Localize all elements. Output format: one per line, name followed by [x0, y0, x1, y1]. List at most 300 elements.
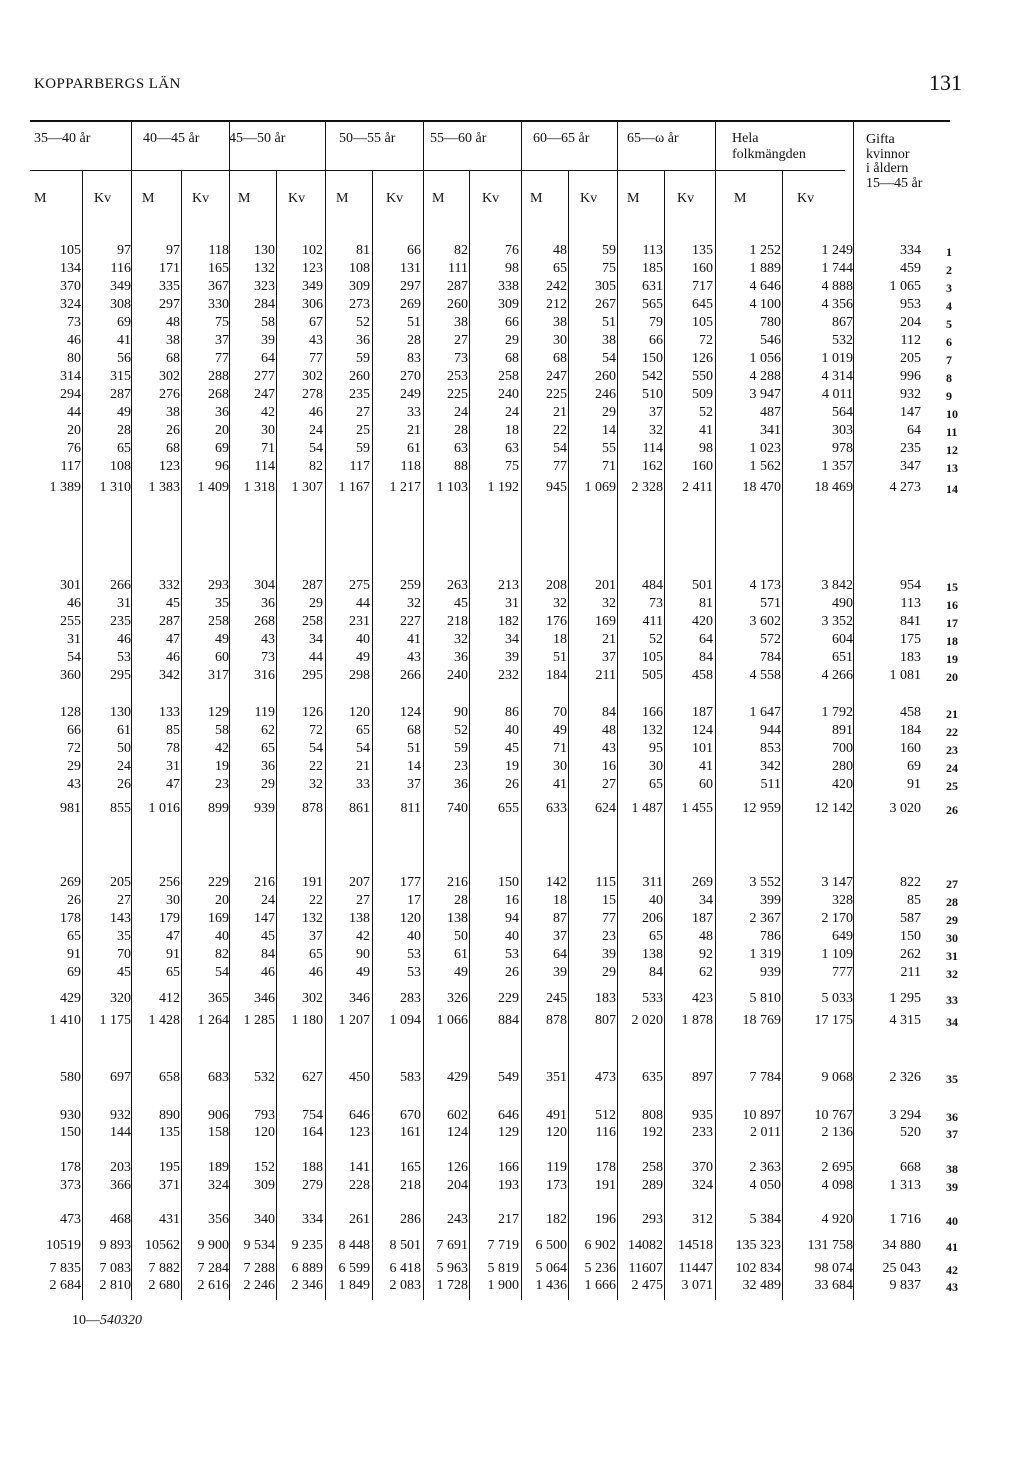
table-cell: 276: [159, 387, 180, 402]
table-cell: 509: [692, 387, 713, 402]
table-cell: 24: [117, 759, 131, 774]
table-cell: 59: [356, 351, 370, 366]
table-cell: 33 684: [814, 1278, 853, 1293]
table-cell: 953: [900, 297, 921, 312]
row-number: 23: [946, 743, 958, 757]
table-cell: 102: [302, 243, 323, 258]
row-number: 29: [946, 913, 958, 927]
table-cell: 370: [60, 279, 81, 294]
table-cell: 105: [642, 650, 663, 665]
table-cell: 284: [254, 297, 275, 312]
table-cell: 740: [447, 801, 468, 816]
table-cell: 32 489: [742, 1278, 781, 1293]
table-cell: 183: [900, 650, 921, 665]
table-cell: 2 346: [291, 1278, 323, 1293]
table-cell: 82: [309, 459, 323, 474]
table-cell: 165: [208, 261, 229, 276]
table-cell: 420: [692, 614, 713, 629]
table-cell: 1 192: [487, 480, 519, 495]
table-cell: 1 728: [436, 1278, 468, 1293]
table-cell: 371: [159, 1178, 180, 1193]
table-cell: 46: [67, 596, 81, 611]
table-cell: 4 050: [749, 1178, 781, 1193]
table-cell: 28: [454, 423, 468, 438]
table-cell: 150: [642, 351, 663, 366]
table-cell: 38: [166, 405, 180, 420]
table-cell: 31: [505, 596, 519, 611]
sub-header-women: Kv: [386, 191, 404, 206]
table-cell: 166: [642, 705, 663, 720]
table-cell: 8 448: [338, 1238, 370, 1253]
table-cell: 242: [546, 279, 567, 294]
table-cell: 150: [498, 875, 519, 890]
table-cell: 4 100: [749, 297, 781, 312]
table-cell: 70: [553, 705, 567, 720]
table-cell: 1 207: [338, 1013, 370, 1028]
table-cell: 30: [553, 333, 567, 348]
row-number: 6: [946, 335, 952, 349]
table-cell: 65: [117, 441, 131, 456]
table-cell: 14: [602, 423, 616, 438]
table-cell: 131: [400, 261, 421, 276]
table-cell: 4 273: [889, 480, 921, 495]
table-cell: 51: [602, 315, 616, 330]
table-cell: 287: [110, 387, 131, 402]
table-cell: 6 889: [291, 1261, 323, 1276]
table-row: [0, 332, 1024, 349]
table-cell: 47: [166, 777, 180, 792]
table-cell: 700: [832, 741, 853, 756]
table-cell: 7 835: [49, 1261, 81, 1276]
table-cell: 150: [60, 1125, 81, 1140]
table-cell: 160: [900, 741, 921, 756]
table-row: [0, 1237, 1024, 1254]
table-cell: 126: [447, 1160, 468, 1175]
table-cell: 45: [166, 596, 180, 611]
table-cell: 90: [356, 947, 370, 962]
table-cell: 1 249: [821, 243, 853, 258]
table-cell: 124: [692, 723, 713, 738]
table-cell: 42: [215, 741, 229, 756]
table-cell: 935: [692, 1108, 713, 1123]
table-cell: 47: [166, 929, 180, 944]
table-row: [0, 1211, 1024, 1228]
table-cell: 38: [454, 315, 468, 330]
table-cell: 3 552: [749, 875, 781, 890]
table-cell: 304: [254, 578, 275, 593]
table-cell: 192: [642, 1125, 663, 1140]
table-cell: 64: [907, 423, 921, 438]
table-cell: 36: [356, 333, 370, 348]
table-cell: 68: [407, 723, 421, 738]
table-row: [0, 892, 1024, 909]
row-number: 16: [946, 598, 958, 612]
sub-header-men: M: [336, 191, 349, 206]
table-cell: 645: [692, 297, 713, 312]
table-row: [0, 314, 1024, 331]
table-cell: 49: [356, 965, 370, 980]
table-cell: 41: [117, 333, 131, 348]
table-cell: 2 475: [631, 1278, 663, 1293]
table-cell: 651: [832, 650, 853, 665]
table-cell: 27: [602, 777, 616, 792]
table-cell: 54: [309, 741, 323, 756]
table-cell: 32: [454, 632, 468, 647]
table-cell: 84: [261, 947, 275, 962]
table-cell: 196: [595, 1212, 616, 1227]
table-cell: 165: [400, 1160, 421, 1175]
table-row: [0, 1260, 1024, 1277]
table-cell: 2 363: [749, 1160, 781, 1175]
table-cell: 135: [159, 1125, 180, 1140]
table-cell: 73: [649, 596, 663, 611]
table-cell: 18: [553, 893, 567, 908]
table-cell: 233: [692, 1125, 713, 1140]
table-cell: 46: [166, 650, 180, 665]
table-cell: 147: [900, 405, 921, 420]
table-cell: 287: [447, 279, 468, 294]
table-cell: 312: [692, 1212, 713, 1227]
table-cell: 164: [302, 1125, 323, 1140]
table-cell: 532: [832, 333, 853, 348]
table-cell: 18 769: [742, 1013, 781, 1028]
table-cell: 88: [454, 459, 468, 474]
table-cell: 954: [900, 578, 921, 593]
table-cell: 10562: [145, 1238, 180, 1253]
table-cell: 5 819: [487, 1261, 519, 1276]
table-cell: 48: [699, 929, 713, 944]
table-cell: 37: [309, 929, 323, 944]
table-cell: 260: [447, 297, 468, 312]
table-cell: 77: [215, 351, 229, 366]
table-cell: 4 558: [749, 668, 781, 683]
table-cell: 29: [309, 596, 323, 611]
table-row: [0, 577, 1024, 594]
table-cell: 64: [699, 632, 713, 647]
age-group-header: 40—45 år: [143, 131, 200, 146]
table-cell: 273: [349, 297, 370, 312]
table-cell: 1 849: [338, 1278, 370, 1293]
table-cell: 204: [900, 315, 921, 330]
table-cell: 54: [309, 441, 323, 456]
table-cell: 64: [261, 351, 275, 366]
table-cell: 1 666: [584, 1278, 616, 1293]
table-cell: 4 356: [821, 297, 853, 312]
table-cell: 2 083: [389, 1278, 421, 1293]
table-cell: 7 288: [243, 1261, 275, 1276]
table-row: [0, 990, 1024, 1007]
table-cell: 841: [900, 614, 921, 629]
table-cell: 316: [254, 668, 275, 683]
row-number: 3: [946, 281, 952, 295]
table-cell: 26: [67, 893, 81, 908]
table-cell: 162: [642, 459, 663, 474]
table-cell: 356: [208, 1212, 229, 1227]
table-cell: 26: [505, 965, 519, 980]
table-cell: 3 294: [889, 1108, 921, 1123]
table-cell: 633: [546, 801, 567, 816]
table-cell: 187: [692, 705, 713, 720]
row-number: 38: [946, 1162, 958, 1176]
table-cell: 4 646: [749, 279, 781, 294]
table-cell: 429: [60, 991, 81, 1006]
row-number: 42: [946, 1263, 958, 1277]
table-cell: 45: [261, 929, 275, 944]
table-cell: 2 810: [99, 1278, 131, 1293]
table-cell: 85: [166, 723, 180, 738]
table-cell: 268: [208, 387, 229, 402]
table-cell: 320: [110, 991, 131, 1006]
table-cell: 105: [692, 315, 713, 330]
table-cell: 96: [215, 459, 229, 474]
table-cell: 269: [60, 875, 81, 890]
table-cell: 295: [110, 668, 131, 683]
table-cell: 22: [553, 423, 567, 438]
table-cell: 269: [692, 875, 713, 890]
table-cell: 332: [159, 578, 180, 593]
table-cell: 1 056: [749, 351, 781, 366]
table-cell: 16: [505, 893, 519, 908]
table-cell: 40: [215, 929, 229, 944]
table-cell: 286: [400, 1212, 421, 1227]
table-cell: 28: [407, 333, 421, 348]
table-cell: 4 888: [821, 279, 853, 294]
table-cell: 229: [208, 875, 229, 890]
table-cell: 473: [60, 1212, 81, 1227]
table-cell: 932: [110, 1108, 131, 1123]
table-cell: 1 019: [821, 351, 853, 366]
table-cell: 108: [349, 261, 370, 276]
row-number: 21: [946, 707, 958, 721]
table-cell: 77: [309, 351, 323, 366]
table-cell: 261: [349, 1212, 370, 1227]
row-number: 2: [946, 263, 952, 277]
table-cell: 2 246: [243, 1278, 275, 1293]
table-cell: 268: [254, 614, 275, 629]
table-cell: 2 020: [631, 1013, 663, 1028]
table-cell: 185: [642, 261, 663, 276]
table-cell: 45: [117, 965, 131, 980]
table-cell: 41: [553, 777, 567, 792]
table-row: [0, 722, 1024, 739]
table-cell: 203: [110, 1160, 131, 1175]
table-cell: 177: [400, 875, 421, 890]
table-cell: 28: [117, 423, 131, 438]
table-cell: 150: [900, 929, 921, 944]
table-cell: 2 680: [148, 1278, 180, 1293]
table-cell: 53: [407, 947, 421, 962]
table-cell: 227: [400, 614, 421, 629]
table-cell: 1 069: [584, 480, 616, 495]
row-number: 19: [946, 652, 958, 666]
table-cell: 39: [261, 333, 275, 348]
table-cell: 1 081: [889, 668, 921, 683]
table-cell: 217: [498, 1212, 519, 1227]
table-cell: 572: [760, 632, 781, 647]
table-cell: 262: [900, 947, 921, 962]
table-row: [0, 1107, 1024, 1124]
row-number: 18: [946, 634, 958, 648]
table-cell: 117: [60, 459, 81, 474]
table-cell: 178: [60, 1160, 81, 1175]
table-cell: 3 947: [749, 387, 781, 402]
table-cell: 40: [356, 632, 370, 647]
row-number: 17: [946, 616, 958, 630]
table-cell: 1 023: [749, 441, 781, 456]
table-cell: 411: [642, 614, 663, 629]
table-cell: 2 367: [749, 911, 781, 926]
table-cell: 173: [546, 1178, 567, 1193]
table-cell: 73: [261, 650, 275, 665]
table-cell: 484: [642, 578, 663, 593]
table-cell: 69: [117, 315, 131, 330]
table-cell: 346: [254, 991, 275, 1006]
table-cell: 187: [692, 911, 713, 926]
table-cell: 35: [215, 596, 229, 611]
table-cell: 306: [302, 297, 323, 312]
table-cell: 341: [760, 423, 781, 438]
table-cell: 114: [642, 441, 663, 456]
table-cell: 235: [349, 387, 370, 402]
table-cell: 65: [553, 261, 567, 276]
table-cell: 58: [215, 723, 229, 738]
table-cell: 225: [447, 387, 468, 402]
table-cell: 328: [832, 893, 853, 908]
table-cell: 26: [117, 777, 131, 792]
table-cell: 169: [208, 911, 229, 926]
age-group-header: 50—55 år: [339, 131, 396, 146]
table-cell: 822: [900, 875, 921, 890]
table-cell: 373: [60, 1178, 81, 1193]
row-number: 4: [946, 299, 952, 313]
table-cell: 649: [832, 929, 853, 944]
table-cell: 14518: [678, 1238, 713, 1253]
table-cell: 7 691: [436, 1238, 468, 1253]
table-row: [0, 776, 1024, 793]
table-cell: 52: [356, 315, 370, 330]
table-cell: 1 318: [243, 480, 275, 495]
row-number: 8: [946, 371, 952, 385]
footer-sheet-mark: [72, 1313, 142, 1329]
row-number: 36: [946, 1110, 958, 1124]
table-cell: 3 842: [821, 578, 853, 593]
table-cell: 18 469: [814, 480, 853, 495]
table-cell: 24: [261, 893, 275, 908]
table-cell: 15: [602, 893, 616, 908]
table-cell: 207: [349, 875, 370, 890]
table-cell: 1 295: [889, 991, 921, 1006]
table-cell: 27: [356, 893, 370, 908]
table-cell: 668: [900, 1160, 921, 1175]
table-cell: 349: [302, 279, 323, 294]
table-row: [0, 242, 1024, 259]
table-cell: 246: [595, 387, 616, 402]
table-cell: 1 436: [535, 1278, 567, 1293]
table-cell: 36: [215, 405, 229, 420]
table-cell: 30: [649, 759, 663, 774]
row-number: 43: [946, 1280, 958, 1294]
sub-header-men: M: [627, 191, 640, 206]
row-number: 33: [946, 993, 958, 1007]
table-row: [0, 368, 1024, 385]
table-cell: 49: [454, 965, 468, 980]
table-cell: 347: [900, 459, 921, 474]
table-cell: 420: [832, 777, 853, 792]
sub-header-women: Kv: [288, 191, 306, 206]
table-cell: 1 066: [436, 1013, 468, 1028]
table-cell: 66: [407, 243, 421, 258]
table-cell: 228: [349, 1178, 370, 1193]
table-row: [0, 649, 1024, 666]
table-cell: 135: [692, 243, 713, 258]
table-cell: 123: [349, 1125, 370, 1140]
table-cell: 491: [546, 1108, 567, 1123]
table-cell: 240: [447, 668, 468, 683]
table-cell: 1 217: [389, 480, 421, 495]
table-row: [0, 946, 1024, 963]
table-cell: 245: [546, 991, 567, 1006]
table-cell: 38: [166, 333, 180, 348]
table-cell: 195: [159, 1160, 180, 1175]
table-cell: 183: [595, 991, 616, 1006]
row-number: 41: [946, 1240, 958, 1254]
table-cell: 890: [159, 1108, 180, 1123]
table-cell: 84: [649, 965, 663, 980]
table-cell: 32: [309, 777, 323, 792]
table-cell: 861: [349, 801, 370, 816]
table-cell: 160: [692, 261, 713, 276]
table-cell: 218: [400, 1178, 421, 1193]
table-cell: 61: [454, 947, 468, 962]
table-cell: 59: [356, 441, 370, 456]
table-row: [0, 874, 1024, 891]
table-cell: 20: [67, 423, 81, 438]
table-cell: 784: [760, 650, 781, 665]
table-cell: 29: [602, 405, 616, 420]
table-cell: 75: [602, 261, 616, 276]
table-cell: 8 501: [389, 1238, 421, 1253]
footer-sheet: 10—: [72, 1313, 100, 1328]
table-cell: 243: [447, 1212, 468, 1227]
table-cell: 60: [699, 777, 713, 792]
table-cell: 10519: [46, 1238, 81, 1253]
table-cell: 37: [553, 929, 567, 944]
table-cell: 5 033: [821, 991, 853, 1006]
table-cell: 49: [215, 632, 229, 647]
table-row: [0, 928, 1024, 945]
table-cell: 117: [349, 459, 370, 474]
table-cell: 340: [254, 1212, 275, 1227]
table-row: [0, 964, 1024, 981]
table-cell: 229: [498, 991, 519, 1006]
table-cell: 891: [832, 723, 853, 738]
table-cell: 7 083: [99, 1261, 131, 1276]
table-cell: 945: [546, 480, 567, 495]
table-cell: 646: [498, 1108, 519, 1123]
table-cell: 66: [67, 723, 81, 738]
table-cell: 120: [546, 1125, 567, 1140]
table-cell: 256: [159, 875, 180, 890]
table-cell: 120: [349, 705, 370, 720]
table-cell: 3 147: [821, 875, 853, 890]
row-number: 37: [946, 1127, 958, 1141]
table-cell: 4 288: [749, 369, 781, 384]
table-cell: 360: [60, 668, 81, 683]
table-cell: 571: [760, 596, 781, 611]
table-cell: 22: [309, 893, 323, 908]
table-cell: 47: [166, 632, 180, 647]
table-cell: 1 285: [243, 1013, 275, 1028]
